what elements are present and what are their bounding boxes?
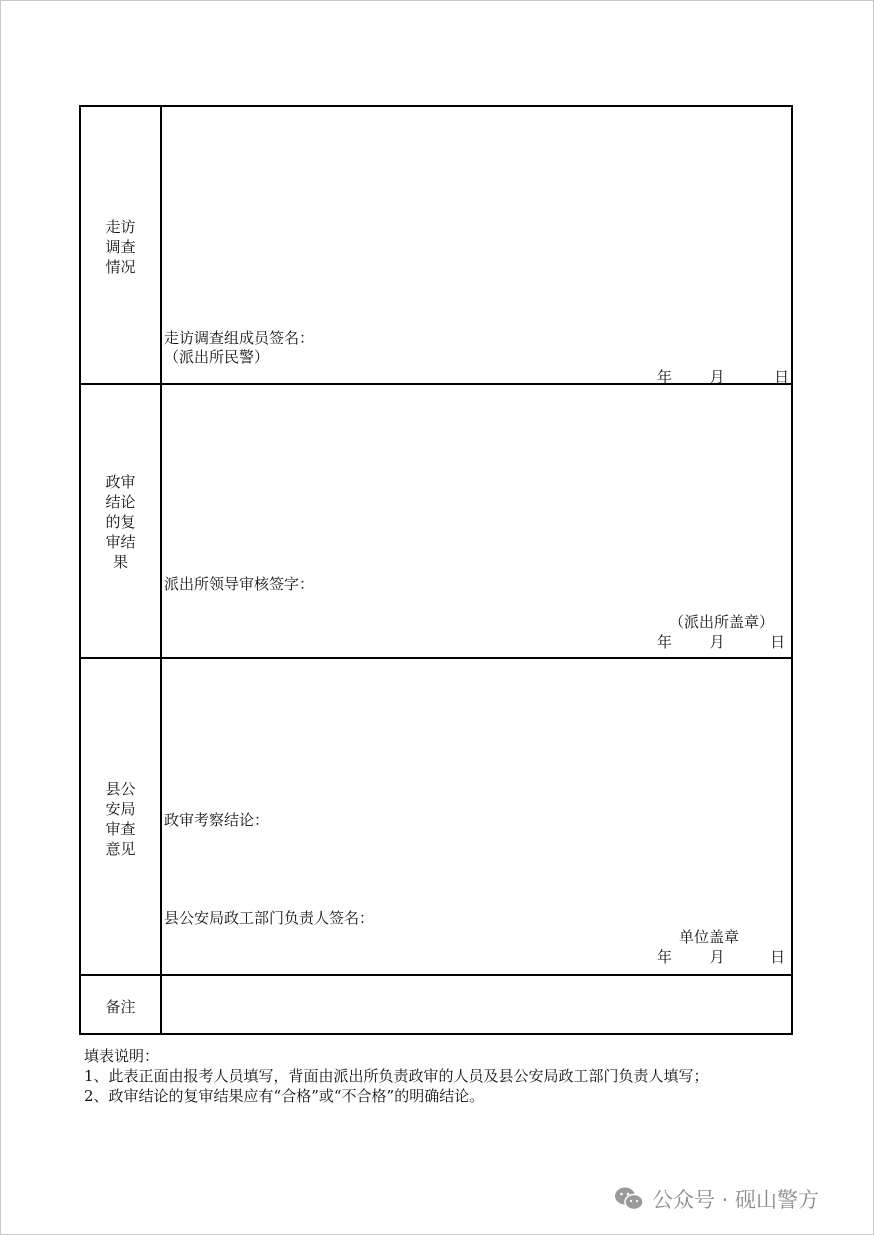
label-line: 情况 [105,258,136,276]
column-divider [160,107,162,1033]
label-line: 审结 [105,533,136,551]
label-line: 审查 [105,820,136,838]
date-day: 日 [770,948,786,966]
date-year: 年 [657,368,673,386]
date-month: 月 [709,633,725,651]
unit-stamp-note: 单位盖章 [679,928,740,946]
instruction-item: 2、政审结论的复审结果应有“合格”或“不合格”的明确结论。 [84,1087,485,1105]
station-leader-signature-label: 派出所领导审核签字： [164,575,315,593]
wechat-watermark [614,1184,819,1214]
label-line: 政审 [105,473,136,491]
label-line: 调查 [105,238,136,256]
date-year: 年 [657,948,673,966]
label-line: 走访 [105,218,136,236]
police-station-officer-note: （派出所民警） [164,348,270,366]
investigator-signature-label: 走访调查组成员签名： [164,329,315,347]
row-label-visit-investigation [81,217,160,277]
row-divider [81,657,791,659]
date-month: 月 [709,948,725,966]
row-divider [81,974,791,976]
review-conclusion-label: 政审考察结论： [164,811,270,829]
row-label-county-bureau-opinion [81,779,160,859]
watermark-text: 公众号 · 砚山警方 [652,1188,820,1212]
row-label-remarks [81,997,160,1017]
label-line: 果 [112,553,128,571]
date-day: 日 [774,368,790,386]
wechat-icon [614,1186,644,1212]
political-dept-head-signature-label: 县公安局政工部门负责人签名： [164,909,375,927]
label-line: 意见 [105,840,136,858]
date-year: 年 [657,633,673,651]
date-line [657,632,785,652]
review-form-table [79,105,793,1035]
row-label-review-result [81,472,160,572]
label-line: 备注 [105,998,136,1016]
label-line: 县公 [105,780,136,798]
date-line [657,947,785,967]
instruction-item: 1、此表正面由报考人员填写，背面由派出所负责政审的人员及县公安局政工部门负责人填写； [84,1067,709,1085]
label-line: 结论 [105,493,136,511]
station-stamp-note: （派出所盖章） [669,613,775,631]
date-month: 月 [709,368,725,386]
label-line: 的复 [105,513,136,531]
date-day: 日 [770,633,786,651]
date-line [657,367,789,387]
label-line: 安局 [105,800,136,818]
filling-instructions [84,1046,709,1106]
instructions-heading: 填表说明： [84,1047,160,1065]
